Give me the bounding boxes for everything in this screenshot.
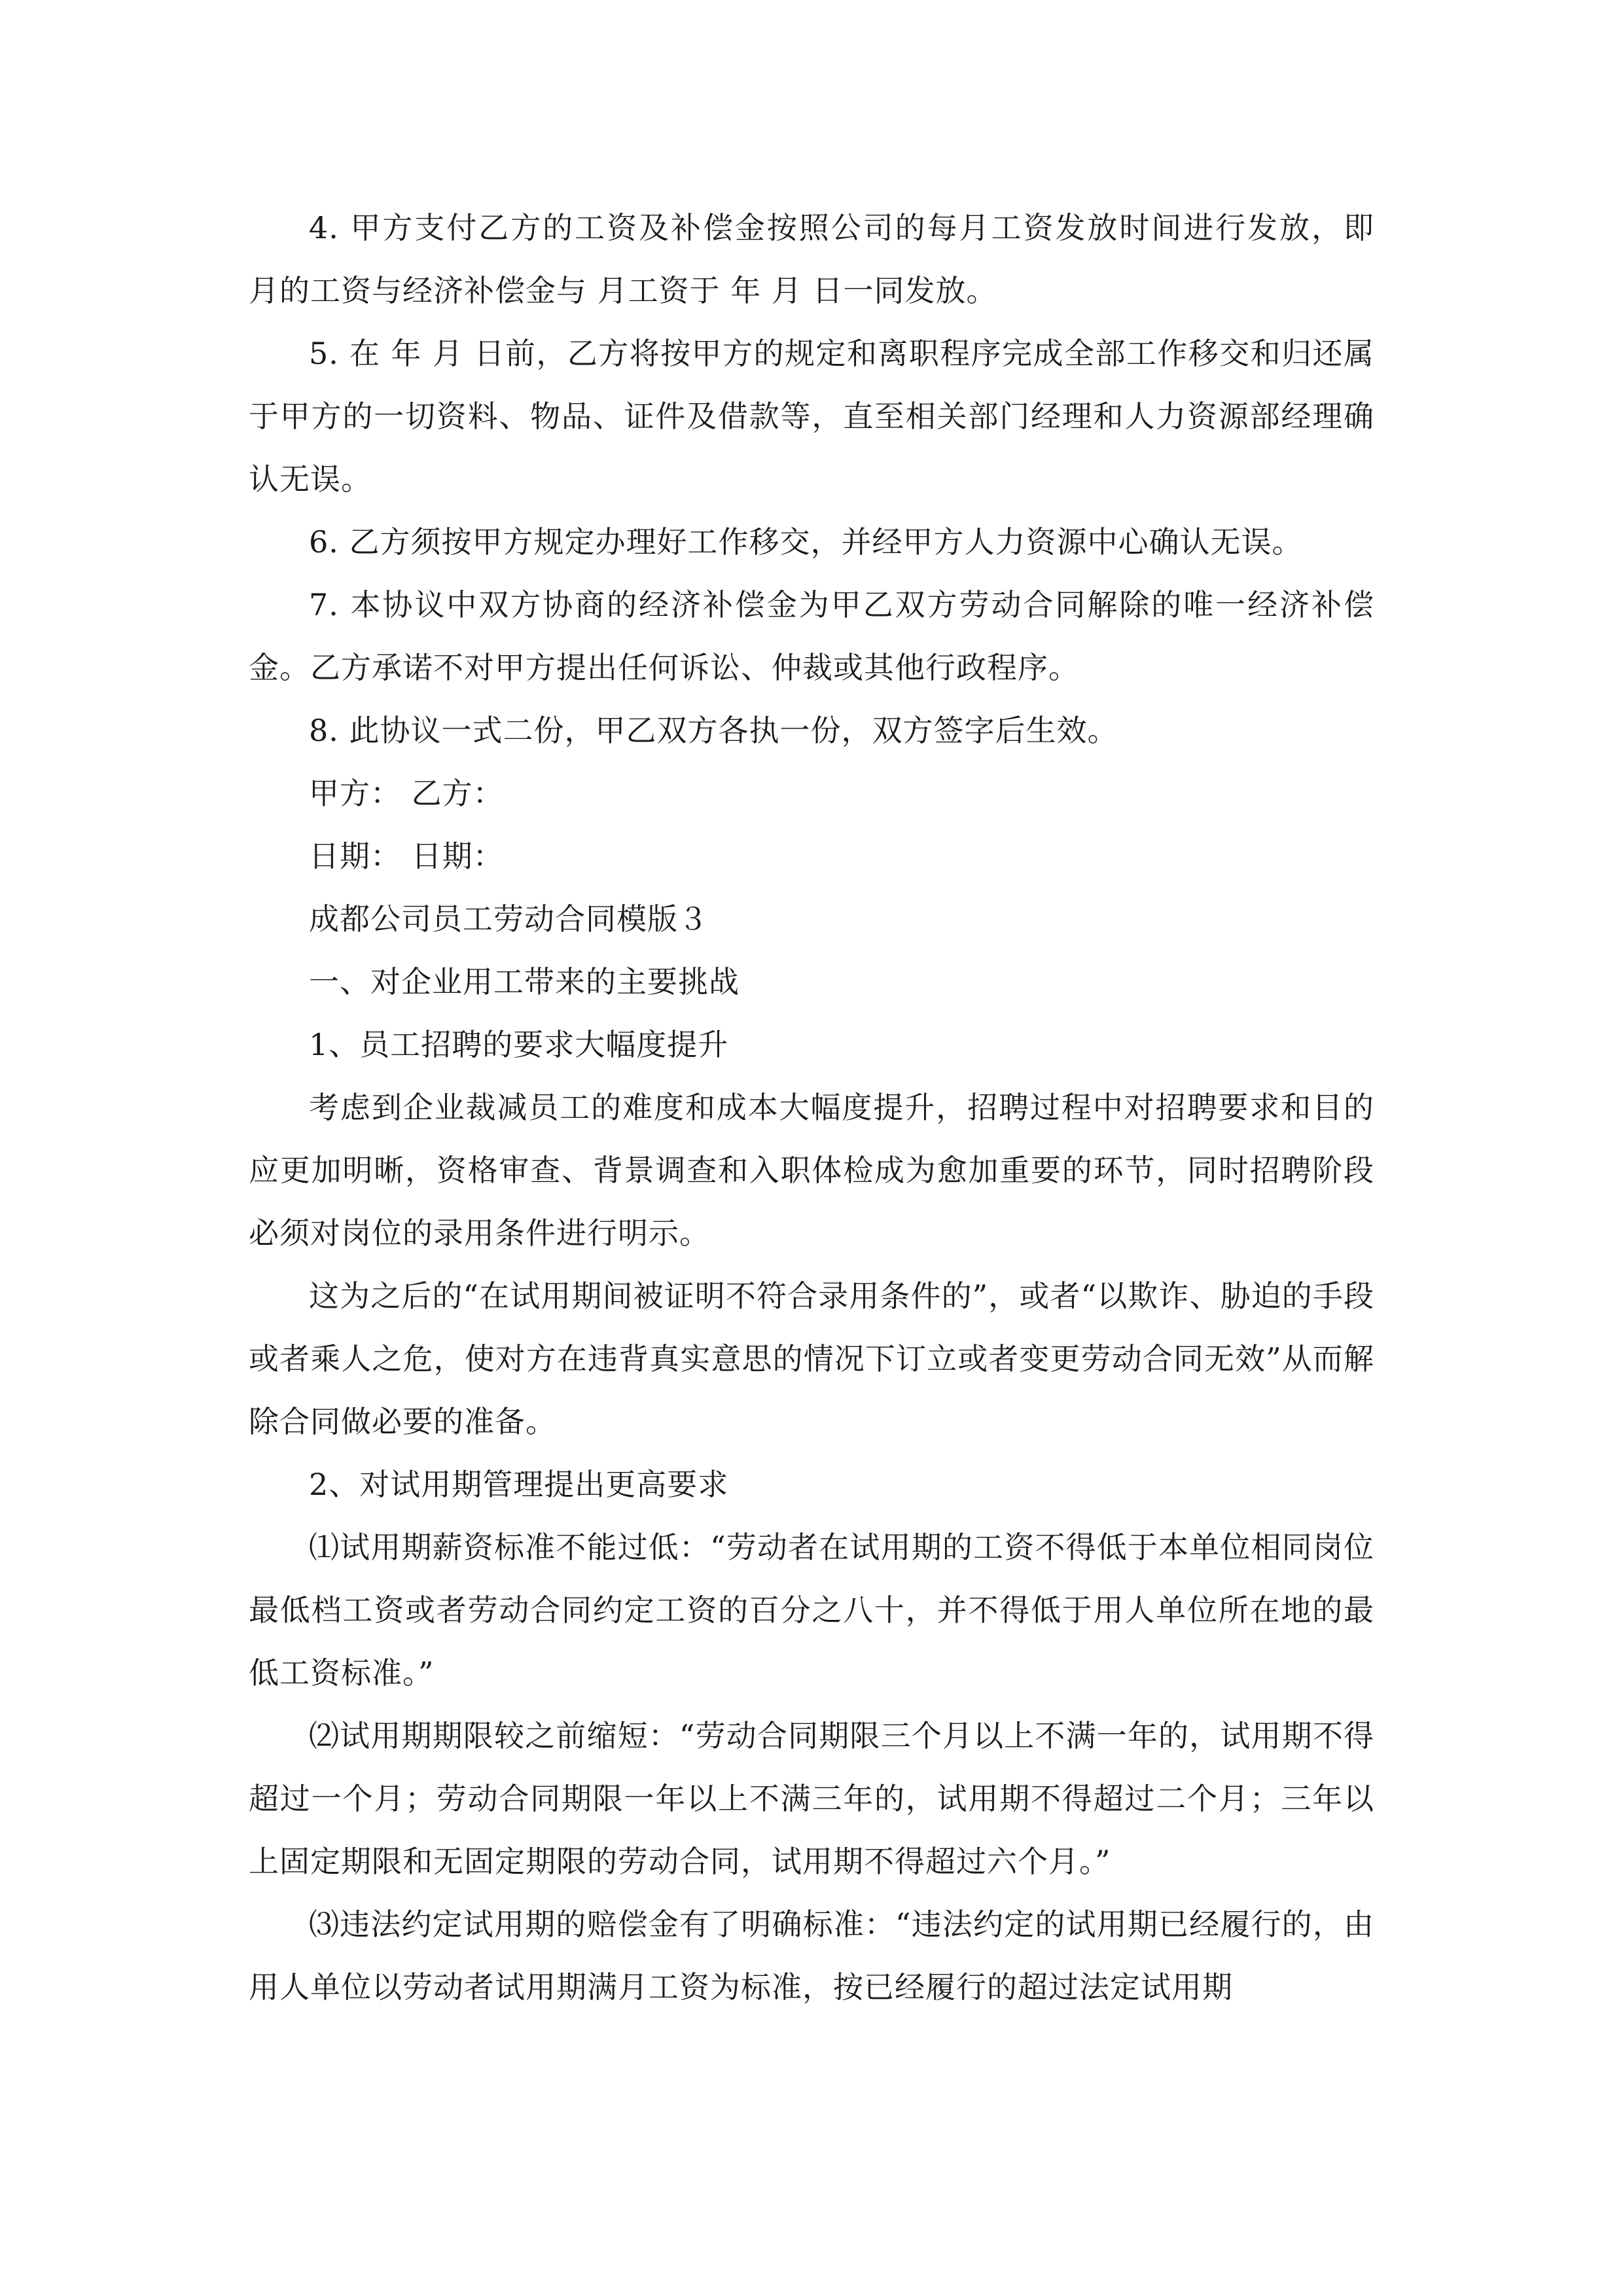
paragraph-probation-salary: ⑴试用期薪资标准不能过低：“劳动者在试用期的工资不得低于本单位相同岗位最低档工资或者劳动合同约定工资的百分之八十，并不得低于用人单位所在地的最低工资标准。” <box>249 1530 1374 1691</box>
paragraph-probation-compensation: ⑶违法约定试用期的赔偿金有了明确标准：“违法约定的试用期已经履行的，由用人单位以劳动者试用期满月工资为标准，按已经履行的超过法定试用期 <box>249 1907 1374 2005</box>
paragraph-probation-term: ⑵试用期期限较之前缩短：“劳动合同期限三个月以上不满一年的，试用期不得超过一个月；劳动合同期限一年以上不满三年的，试用期不得超过二个月；三年以上固定期限和无固定期限的劳动合同，试用期不得超过六个月。” <box>249 1718 1374 1879</box>
document-page <box>249 196 1374 2018</box>
paragraph-recruitment: 考虑到企业裁减员工的难度和成本大幅度提升，招聘过程中对招聘要求和目的应更加明晰，资格审查、背景调查和入职体检成为愈加重要的环节，同时招聘阶段必须对岗位的录用条件进行明示。 <box>249 1090 1374 1251</box>
signature-date-line: 日期： 日期： <box>309 838 504 874</box>
clause-5: 5. 在 年 月 日前，乙方将按甲方的规定和离职程序完成全部工作移交和归还属于甲方的一切资料、物品、证件及借款等，直至相关部门经理和人力资源部经理确认无误。 <box>249 336 1374 497</box>
clause-7: 7. 本协议中双方协商的经济补偿金为甲乙双方劳动合同解除的唯一经济补偿金。乙方承诺不对甲方提出任何诉讼、仲裁或其他行政程序。 <box>249 587 1374 685</box>
subheading-probation: 2、对试用期管理提出更高要求 <box>309 1467 729 1502</box>
clause-4: 4. 甲方支付乙方的工资及补偿金按照公司的每月工资发放时间进行发放，即 月的工资与经济补偿金与 月工资于 年 月 日一同发放。 <box>249 210 1374 308</box>
section-title: 成都公司员工劳动合同模版３ <box>309 901 709 937</box>
subheading-recruitment: 1、员工招聘的要求大幅度提升 <box>309 1027 729 1062</box>
clause-8: 8. 此协议一式二份，甲乙双方各执一份，双方签字后生效。 <box>309 713 1118 748</box>
clause-6: 6. 乙方须按甲方规定办理好工作移交，并经甲方人力资源中心确认无误。 <box>309 524 1303 560</box>
paragraph-preparation: 这为之后的“在试用期间被证明不符合录用条件的”，或者“以欺诈、胁迫的手段或者乘人之危，使对方在违背真实意思的情况下订立或者变更劳动合同无效”从而解除合同做必要的准备。 <box>249 1278 1374 1439</box>
signature-party-line: 甲方： 乙方： <box>309 776 504 811</box>
heading-challenges: 一、对企业用工带来的主要挑战 <box>309 964 740 999</box>
